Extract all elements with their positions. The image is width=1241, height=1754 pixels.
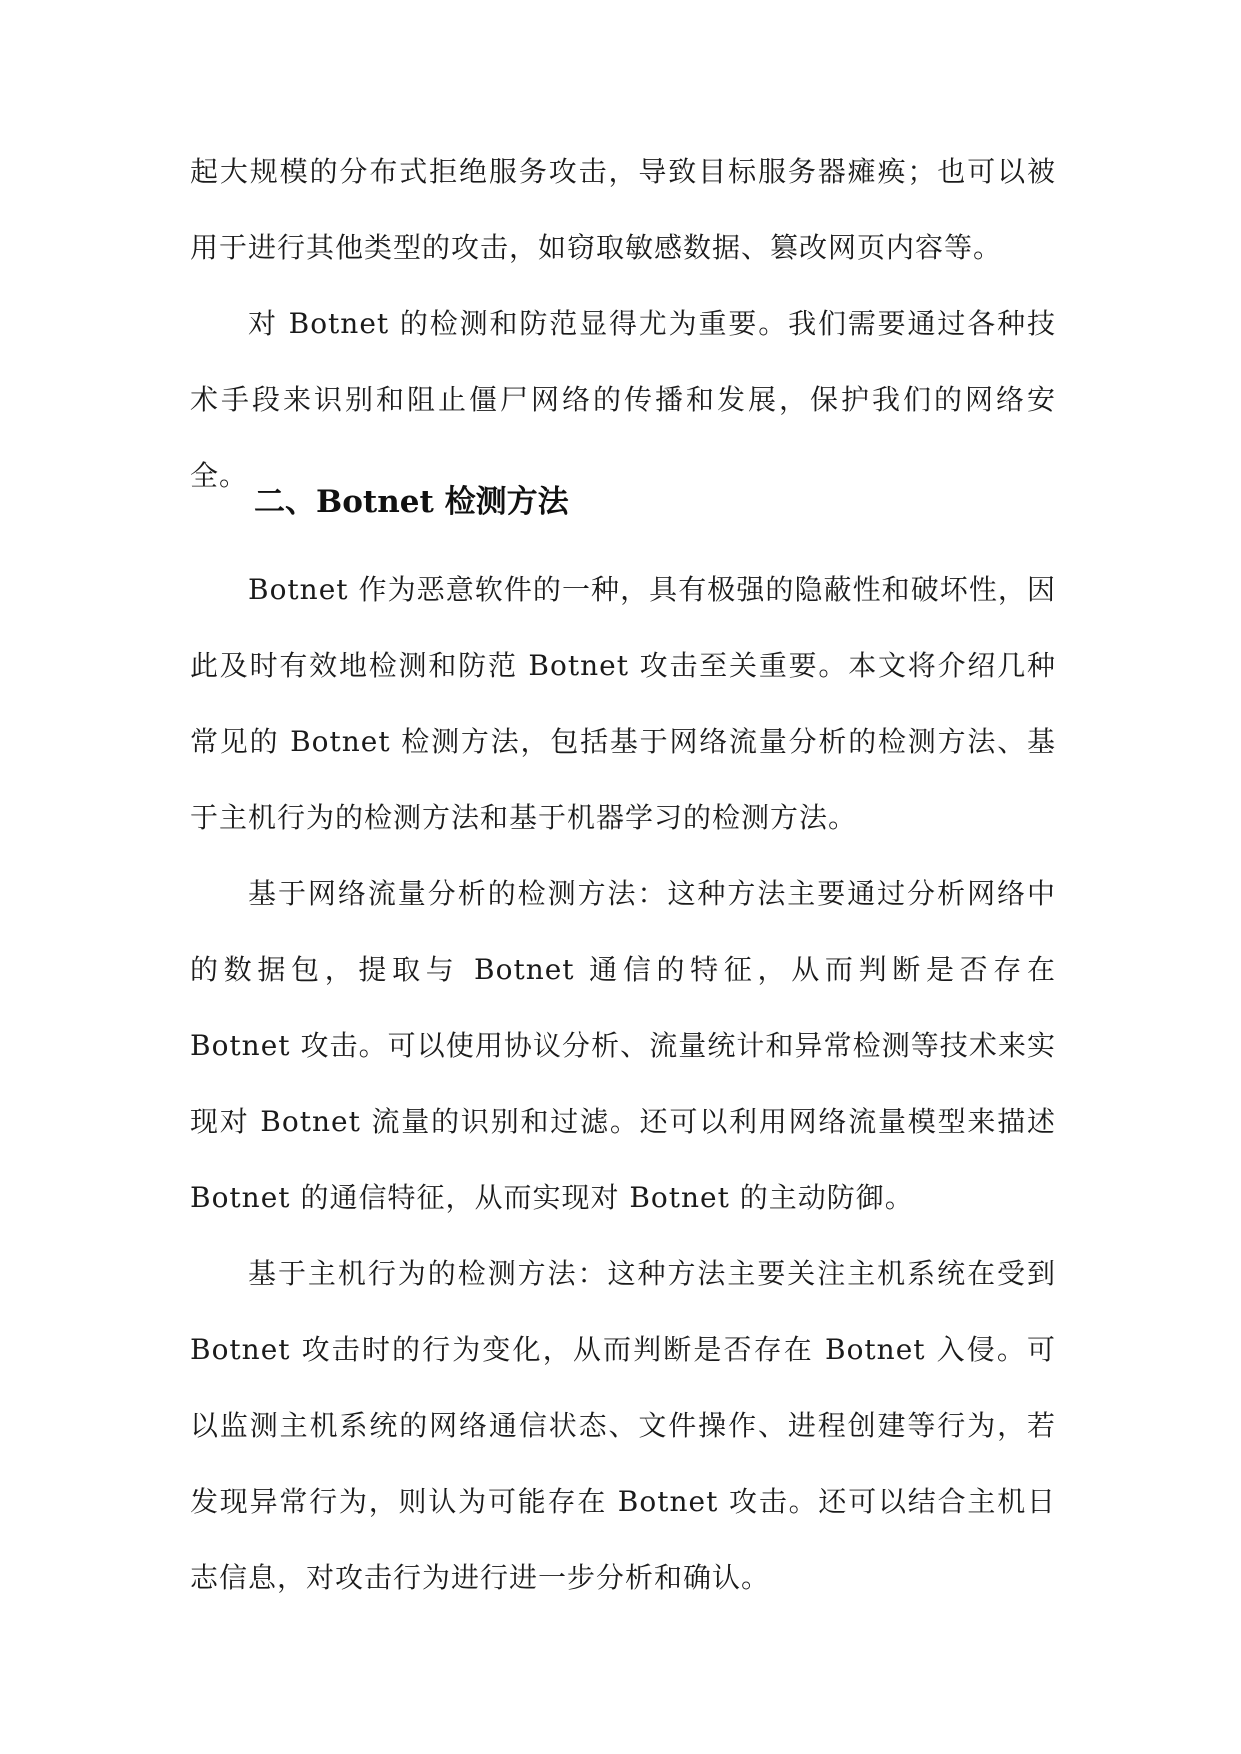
top-text-block (190, 134, 1056, 514)
bottom-text-block (190, 552, 1056, 1616)
section-heading: 二、Botnet 检测方法 (254, 484, 569, 520)
paragraph-continued: 起大规模的分布式拒绝服务攻击，导致目标服务器瘫痪；也可以被用于进行其他类型的攻击，如窃取敏感数据、篡改网页内容等。 (190, 155, 1056, 264)
paragraph-botnet-importance: 对 Botnet 的检测和防范显得尤为重要。我们需要通过各种技术手段来识别和阻止僵尸网络的传播和发展，保护我们的网络安全。 (190, 307, 1056, 492)
paragraph-traffic-analysis: 基于网络流量分析的检测方法：这种方法主要通过分析网络中的数据包，提取与 Botnet 通信的特征，从而判断是否存在 Botnet 攻击。可以使用协议分析、流量统计和异常检测等技术来实现对 Botnet 流量的识别和过滤。还可以利用网络流量模型来描述 Botnet 的通信特征，从而实现对 Botnet 的主动防御。 (190, 877, 1056, 1214)
paragraph-host-behavior: 基于主机行为的检测方法：这种方法主要关注主机系统在受到 Botnet 攻击时的行为变化，从而判断是否存在 Botnet 入侵。可以监测主机系统的网络通信状态、文件操作、进程创建等行为，若发现异常行为，则认为可能存在 Botnet 攻击。还可以结合主机日志信息，对攻击行为进行进一步分析和确认。 (190, 1257, 1056, 1594)
paragraph-intro-methods: Botnet 作为恶意软件的一种，具有极强的隐蔽性和破坏性，因此及时有效地检测和防范 Botnet 攻击至关重要。本文将介绍几种常见的 Botnet 检测方法，包括基于网络流量分析的检测方法、基于主机行为的检测方法和基于机器学习的检测方法。 (190, 573, 1056, 834)
